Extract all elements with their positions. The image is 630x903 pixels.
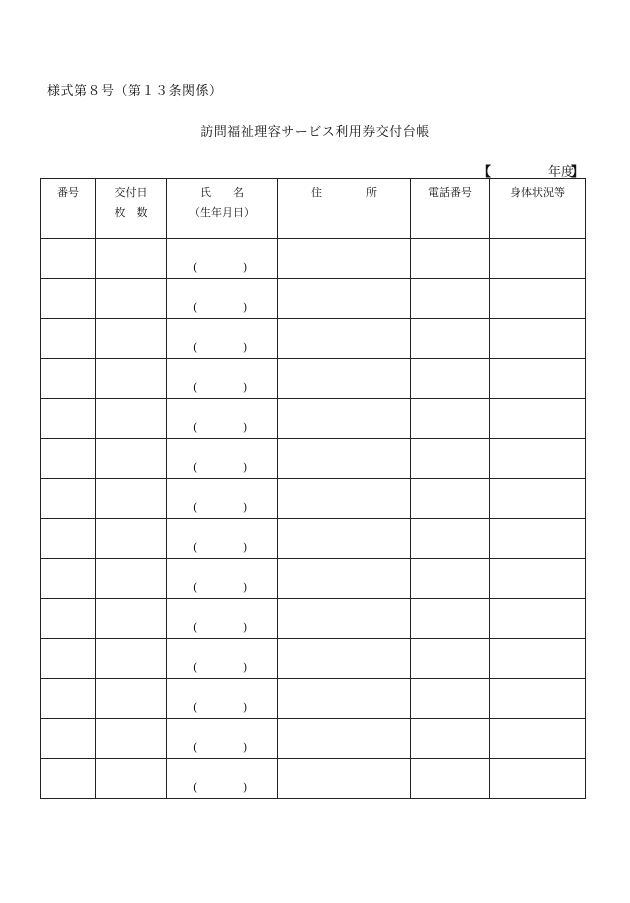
year-bracket-close: 】 bbox=[570, 165, 584, 180]
table-row bbox=[41, 279, 586, 319]
table-row bbox=[41, 719, 586, 759]
number-cell[interactable] bbox=[41, 639, 96, 679]
address-cell[interactable] bbox=[278, 599, 411, 639]
phone-cell[interactable] bbox=[411, 679, 490, 719]
issue-date-cell[interactable] bbox=[96, 359, 167, 399]
column-header-address bbox=[278, 179, 411, 239]
address-cell[interactable] bbox=[278, 639, 411, 679]
phone-cell[interactable] bbox=[411, 279, 490, 319]
physical-condition-cell[interactable] bbox=[490, 759, 586, 799]
table-row bbox=[41, 399, 586, 439]
table-row bbox=[41, 319, 586, 359]
header-row bbox=[41, 179, 586, 239]
name-cell[interactable] bbox=[167, 679, 278, 719]
header-label: 氏 名 bbox=[200, 186, 244, 199]
name-cell[interactable] bbox=[167, 319, 278, 359]
birthdate-paren-open: ( bbox=[193, 741, 198, 754]
phone-cell[interactable] bbox=[411, 359, 490, 399]
birthdate-paren-close: ) bbox=[243, 701, 248, 714]
ledger-table bbox=[40, 178, 586, 799]
physical-condition-cell[interactable] bbox=[490, 479, 586, 519]
issue-date-cell[interactable] bbox=[96, 679, 167, 719]
issue-date-cell[interactable] bbox=[96, 759, 167, 799]
ledger-body bbox=[41, 239, 586, 799]
birthdate-paren-open: ( bbox=[193, 301, 198, 314]
physical-condition-cell[interactable] bbox=[490, 639, 586, 679]
address-cell[interactable] bbox=[278, 319, 411, 359]
birthdate-paren-open: ( bbox=[193, 421, 198, 434]
physical-condition-cell[interactable] bbox=[490, 559, 586, 599]
birthdate-paren-open: ( bbox=[193, 581, 198, 594]
number-cell[interactable] bbox=[41, 519, 96, 559]
column-header-physical-condition bbox=[490, 179, 586, 239]
year-label: 年度 bbox=[547, 165, 574, 180]
address-cell[interactable] bbox=[278, 479, 411, 519]
physical-condition-cell[interactable] bbox=[490, 719, 586, 759]
header-label: 住 所 bbox=[311, 186, 377, 199]
table-row bbox=[41, 439, 586, 479]
table-row bbox=[41, 639, 586, 679]
form-number: 様式第８号（第１３条関係） bbox=[47, 84, 223, 99]
birthdate-paren-close: ) bbox=[243, 301, 248, 314]
issue-date-cell[interactable] bbox=[96, 559, 167, 599]
physical-condition-cell[interactable] bbox=[490, 239, 586, 279]
name-cell[interactable] bbox=[167, 239, 278, 279]
physical-condition-cell[interactable] bbox=[490, 439, 586, 479]
birthdate-paren-close: ) bbox=[243, 421, 248, 434]
document-title: 訪問福祉理容サービス利用券交付台帳 bbox=[200, 125, 430, 140]
birthdate-paren-close: ) bbox=[243, 581, 248, 594]
name-cell[interactable] bbox=[167, 759, 278, 799]
header-label: 番号 bbox=[57, 186, 79, 199]
birthdate-paren-open: ( bbox=[193, 341, 198, 354]
birthdate-paren-open: ( bbox=[193, 781, 198, 794]
birthdate-paren-open: ( bbox=[193, 461, 198, 474]
table-row bbox=[41, 559, 586, 599]
number-cell[interactable] bbox=[41, 719, 96, 759]
table-row bbox=[41, 519, 586, 559]
phone-cell[interactable] bbox=[411, 319, 490, 359]
birthdate-paren-close: ) bbox=[243, 661, 248, 674]
phone-cell[interactable] bbox=[411, 759, 490, 799]
number-cell[interactable] bbox=[41, 679, 96, 719]
number-cell[interactable] bbox=[41, 479, 96, 519]
issue-date-cell[interactable] bbox=[96, 639, 167, 679]
table-row bbox=[41, 359, 586, 399]
phone-cell[interactable] bbox=[411, 559, 490, 599]
phone-cell[interactable] bbox=[411, 439, 490, 479]
phone-cell[interactable] bbox=[411, 239, 490, 279]
birthdate-paren-open: ( bbox=[193, 661, 198, 674]
name-cell[interactable] bbox=[167, 439, 278, 479]
birthdate-paren-close: ) bbox=[243, 621, 248, 634]
issue-date-cell[interactable] bbox=[96, 519, 167, 559]
phone-cell[interactable] bbox=[411, 399, 490, 439]
number-cell[interactable] bbox=[41, 239, 96, 279]
phone-cell[interactable] bbox=[411, 599, 490, 639]
phone-cell[interactable] bbox=[411, 639, 490, 679]
number-cell[interactable] bbox=[41, 399, 96, 439]
table-row bbox=[41, 479, 586, 519]
header-sublabel: 枚 数 bbox=[114, 206, 148, 219]
column-header-number bbox=[41, 179, 96, 239]
column-header-name bbox=[167, 179, 278, 239]
birthdate-paren-open: ( bbox=[193, 381, 198, 394]
name-cell[interactable] bbox=[167, 719, 278, 759]
birthdate-paren-close: ) bbox=[243, 261, 248, 274]
issue-date-cell[interactable] bbox=[96, 599, 167, 639]
birthdate-paren-close: ) bbox=[243, 541, 248, 554]
birthdate-paren-close: ) bbox=[243, 341, 248, 354]
phone-cell[interactable] bbox=[411, 479, 490, 519]
header-label: 交付日 bbox=[114, 186, 148, 199]
number-cell[interactable] bbox=[41, 599, 96, 639]
issue-date-cell[interactable] bbox=[96, 439, 167, 479]
issue-date-cell[interactable] bbox=[96, 479, 167, 519]
address-cell[interactable] bbox=[278, 439, 411, 479]
column-header-issue-date bbox=[96, 179, 167, 239]
address-cell[interactable] bbox=[278, 759, 411, 799]
number-cell[interactable] bbox=[41, 439, 96, 479]
issue-date-cell[interactable] bbox=[96, 399, 167, 439]
number-cell[interactable] bbox=[41, 319, 96, 359]
issue-date-cell[interactable] bbox=[96, 319, 167, 359]
address-cell[interactable] bbox=[278, 359, 411, 399]
address-cell[interactable] bbox=[278, 239, 411, 279]
birthdate-paren-open: ( bbox=[193, 261, 198, 274]
header-sublabel: （生年月日） bbox=[189, 206, 255, 219]
physical-condition-cell[interactable] bbox=[490, 519, 586, 559]
address-cell[interactable] bbox=[278, 279, 411, 319]
issue-date-cell[interactable] bbox=[96, 279, 167, 319]
name-cell[interactable] bbox=[167, 399, 278, 439]
physical-condition-cell[interactable] bbox=[490, 359, 586, 399]
name-cell[interactable] bbox=[167, 639, 278, 679]
birthdate-paren-close: ) bbox=[243, 781, 248, 794]
name-cell[interactable] bbox=[167, 479, 278, 519]
physical-condition-cell[interactable] bbox=[490, 679, 586, 719]
birthdate-paren-open: ( bbox=[193, 621, 198, 634]
table-row bbox=[41, 759, 586, 799]
number-cell[interactable] bbox=[41, 279, 96, 319]
address-cell[interactable] bbox=[278, 719, 411, 759]
year-bracket-open: 【 bbox=[478, 165, 492, 180]
birthdate-paren-close: ) bbox=[243, 501, 248, 514]
phone-cell[interactable] bbox=[411, 519, 490, 559]
physical-condition-cell[interactable] bbox=[490, 399, 586, 439]
number-cell[interactable] bbox=[41, 359, 96, 399]
birthdate-paren-open: ( bbox=[193, 541, 198, 554]
name-cell[interactable] bbox=[167, 279, 278, 319]
issue-date-cell[interactable] bbox=[96, 719, 167, 759]
birthdate-paren-close: ) bbox=[243, 461, 248, 474]
physical-condition-cell[interactable] bbox=[490, 319, 586, 359]
column-header-phone bbox=[411, 179, 490, 239]
birthdate-paren-open: ( bbox=[193, 501, 198, 514]
birthdate-paren-close: ) bbox=[243, 381, 248, 394]
physical-condition-cell[interactable] bbox=[490, 279, 586, 319]
number-cell[interactable] bbox=[41, 759, 96, 799]
issue-date-cell[interactable] bbox=[96, 239, 167, 279]
header-label: 電話番号 bbox=[428, 186, 472, 199]
address-cell[interactable] bbox=[278, 679, 411, 719]
header-label: 身体状況等 bbox=[510, 186, 565, 199]
table-row bbox=[41, 599, 586, 639]
name-cell[interactable] bbox=[167, 519, 278, 559]
address-cell[interactable] bbox=[278, 519, 411, 559]
birthdate-paren-open: ( bbox=[193, 701, 198, 714]
birthdate-paren-close: ) bbox=[243, 741, 248, 754]
address-cell[interactable] bbox=[278, 399, 411, 439]
name-cell[interactable] bbox=[167, 599, 278, 639]
name-cell[interactable] bbox=[167, 359, 278, 399]
table-row bbox=[41, 679, 586, 719]
number-cell[interactable] bbox=[41, 559, 96, 599]
physical-condition-cell[interactable] bbox=[490, 599, 586, 639]
table-row bbox=[41, 239, 586, 279]
address-cell[interactable] bbox=[278, 559, 411, 599]
name-cell[interactable] bbox=[167, 559, 278, 599]
phone-cell[interactable] bbox=[411, 719, 490, 759]
